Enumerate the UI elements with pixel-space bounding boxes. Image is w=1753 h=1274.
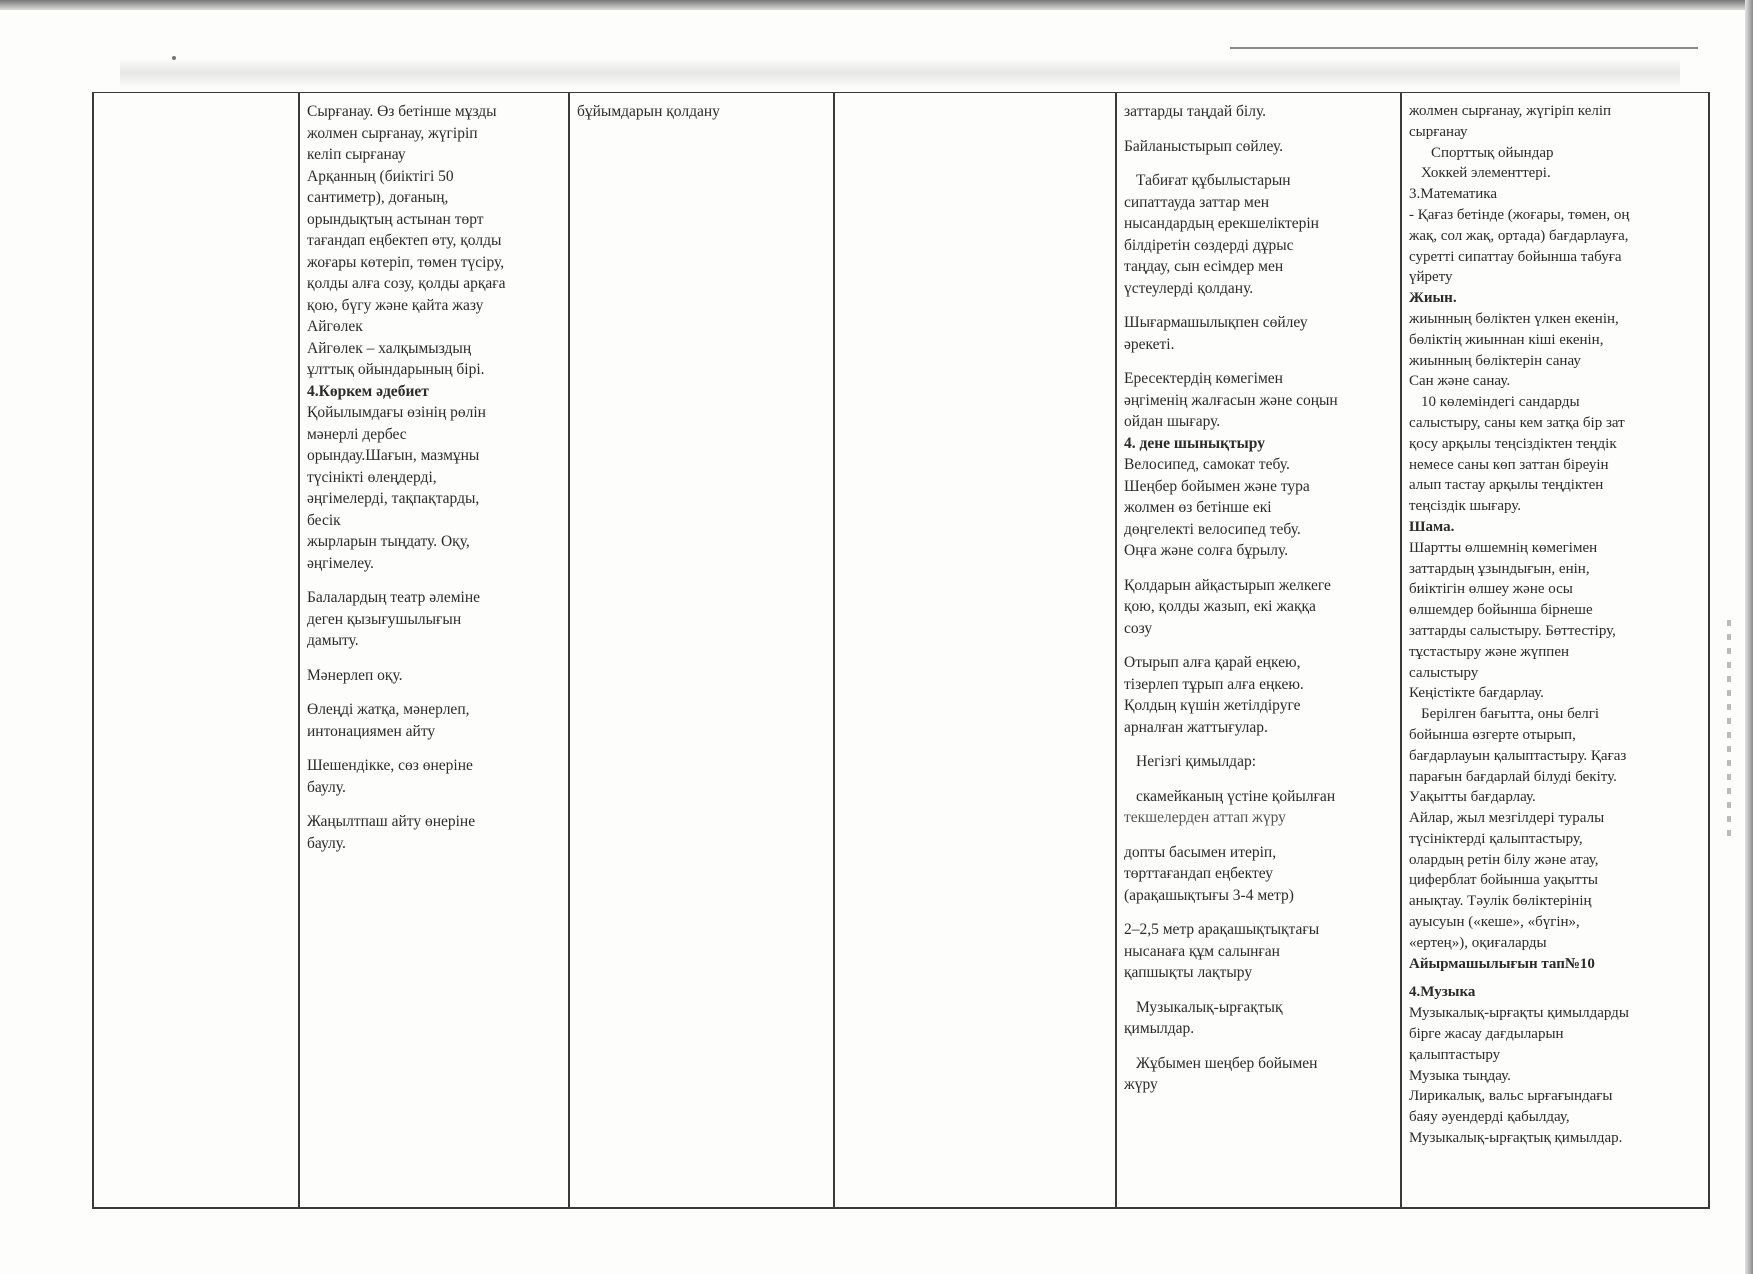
text-line: Табиғат құбылыстарын <box>1136 172 1291 189</box>
text-line: Арқанның (биіктігі 50 <box>307 167 454 185</box>
text-line: үстеулерді қолдану. <box>1124 279 1254 297</box>
scan-edge-right <box>1745 0 1753 1274</box>
text-line: деген қызығушылығын <box>307 610 462 628</box>
text-line: жиынның бөліктерін санау <box>1409 352 1581 369</box>
subheading-size: Шама. <box>1409 518 1455 535</box>
text-line: заттарды салыстыру. Бөттестіру, <box>1409 622 1616 639</box>
text-line: циферблат бойынша уақытты <box>1409 872 1598 889</box>
text-line: түсініктерді қалыптастыру, <box>1409 830 1583 847</box>
text-line: ұлттық ойындарының бірі. <box>307 361 485 378</box>
text-line: Оңға және солға бұрылу. <box>1124 542 1289 559</box>
text-line: Шеңбер бойымен және тура <box>1124 477 1310 495</box>
scan-edge-top <box>0 0 1753 10</box>
text-line: жиынның бөліктен үлкен екенін, <box>1409 310 1619 327</box>
text-line: жүру <box>1124 1076 1158 1093</box>
header-rule <box>1230 47 1698 49</box>
text-line: нысандардың ерекшеліктерін <box>1124 215 1319 232</box>
text-line: Айлар, жыл мезгілдері туралы <box>1409 810 1605 827</box>
text-line: Шығармашылықпен сөйлеу <box>1124 314 1308 331</box>
text-line: Музыка тыңдау. <box>1409 1067 1511 1084</box>
text-line: Байланыстырып сөйлеу. <box>1124 137 1284 155</box>
table-column-3 <box>568 93 833 1207</box>
text-line: келіп сырғанау <box>307 146 406 163</box>
table-column-1 <box>94 93 298 1207</box>
text-line: білдіретін сөздерді дұрыс <box>1124 236 1294 254</box>
section-heading-pe: 4. дене шынықтыру <box>1124 434 1265 452</box>
text-line: Музыкалық-ырғақтық <box>1136 998 1283 1016</box>
subheading-count: Сан және санау. <box>1409 373 1511 390</box>
table-column-4 <box>833 93 1115 1207</box>
text-line: әңгімелерді, тақпақтарды, <box>307 490 480 507</box>
text-line: Қолдың күшін жетілдіруге <box>1124 697 1301 714</box>
text-line: сырғанау <box>1409 123 1468 140</box>
subheading-space: Кеңістікте бағдарлау. <box>1409 685 1544 702</box>
text-line: Өлеңді жатқа, мәнерлеп, <box>307 701 470 718</box>
text-line: мәнерлі дербес <box>307 425 407 443</box>
text-line: Қолдарын айқастырып желкеге <box>1124 576 1331 594</box>
text-line: Музыкалық-ырғақты қимылдарды <box>1409 1005 1629 1022</box>
text-line: Берілген бағытта, оны белгі <box>1421 706 1600 723</box>
text-line: Негізгі қимылдар: <box>1136 753 1257 770</box>
text-line: жырларын тыңдату. Оқу, <box>307 533 470 550</box>
text-line: салыстыру <box>1409 664 1479 681</box>
text-line: таңдау, сын есімдер мен <box>1124 258 1284 275</box>
text-line: баулу. <box>307 834 346 852</box>
text-line: жолмен сырғанау, жүгіріп <box>307 124 478 142</box>
text-line: жолмен сырғанау, жүгіріп келіп <box>1409 103 1612 119</box>
text-line: Балалардың театр әлеміне <box>307 589 480 606</box>
section-heading-art: 4.Көркем әдебиет <box>307 382 429 400</box>
text-line: Шартты өлшемнің көмегімен <box>1409 539 1598 556</box>
text-line: жоғары көтеріп, төмен түсіру, <box>307 253 505 271</box>
text-line: дөңгелекті велосипед тебу. <box>1124 520 1301 538</box>
margin-mark <box>1727 620 1731 840</box>
text-line: 10 көлеміндегі сандарды <box>1421 394 1580 411</box>
text-line: қапшықты лақтыру <box>1124 964 1253 981</box>
text-line: Айгөлек <box>307 318 363 335</box>
text-line: әрекеті. <box>1124 335 1175 353</box>
text-line: Музыкалық-ырғақтық қимылдар. <box>1409 1130 1623 1147</box>
text-line: Спорттық ойындар <box>1431 144 1554 161</box>
text-line: - Қағаз бетінде (жоғары, төмен, оң <box>1409 206 1630 223</box>
text-line: Отырып алға қарай еңкею, <box>1124 654 1301 671</box>
text-line: заттарды таңдай білу. <box>1124 103 1267 120</box>
text-line: бөліктің жиыннан кіші екенін, <box>1409 331 1604 348</box>
text-line: Уақытты бағдарлау. <box>1409 789 1536 806</box>
text-line: қою, бүгу және қайта жазу <box>307 296 484 314</box>
text-line: қою, қолды жазып, екі жаққа <box>1124 598 1316 615</box>
text-line: тағандап еңбектеп өту, қолды <box>307 232 502 249</box>
text-line: әңгімелеу. <box>307 554 374 572</box>
text-line: баулу. <box>307 778 346 796</box>
game-title: Айырмашылығын тап№10 <box>1409 955 1595 972</box>
text-line: Ересектердің көмегімен <box>1124 370 1283 387</box>
text-line: орындықтың астынан төрт <box>307 210 484 228</box>
text-line: Шешендікке, сөз өнеріне <box>307 757 473 774</box>
text-line: дамыту. <box>307 632 359 649</box>
text-line: қосу арқылы теңсіздіктен теңдік <box>1409 435 1617 452</box>
text-line: «ертең»), оқиғаларды <box>1409 934 1547 951</box>
table-column-6 <box>1400 93 1708 1207</box>
text-line: олардың ретін білу және атау, <box>1409 851 1599 868</box>
text-line: жолмен өз бетінше екі <box>1124 499 1272 516</box>
header-smudge <box>120 58 1680 88</box>
text-line: орындау.Шағын, мазмұны <box>307 447 480 464</box>
text-line: тізерлеп тұрып алға еңкею. <box>1124 675 1304 693</box>
table-column-5 <box>1115 93 1400 1207</box>
text-line: бесік <box>307 511 341 529</box>
text-line: ойдан шығару. <box>1124 413 1221 430</box>
table-column-2 <box>298 93 568 1207</box>
text-line: Айгөлек – халқымыздың <box>307 339 472 357</box>
text-line: текшелерден аттап жүру <box>1124 809 1286 826</box>
section-heading-music: 4.Музыка <box>1409 984 1476 1001</box>
text-line: төрттағандап еңбектеу <box>1124 865 1274 882</box>
text-line: заттардың ұзындығын, енін, <box>1409 560 1590 577</box>
text-line: 2–2,5 метр арақашықтықтағы <box>1124 921 1320 938</box>
text-line: созу <box>1124 619 1153 637</box>
text-line: бірге жасау дағдыларын <box>1409 1026 1564 1043</box>
text-line: арналған жаттығулар. <box>1124 718 1268 736</box>
text-line: түсінікті өлеңдерді, <box>307 468 437 486</box>
text-line: қалыптастыру <box>1409 1046 1501 1063</box>
text-line: өлшемдер бойынша бірнеше <box>1409 602 1593 619</box>
text-line: баяу әуендерді қабылдау, <box>1409 1109 1570 1126</box>
scan-speck <box>172 56 176 60</box>
text-line: Қойылымдағы өзінің рөлін <box>307 404 486 421</box>
text-line: жақ, сол жақ, ортада) бағдарлауға, <box>1409 227 1629 244</box>
plan-table <box>92 92 1710 1209</box>
text-line: үйрету <box>1409 269 1453 286</box>
text-line: Велосипед, самокат тебу. <box>1124 456 1290 473</box>
text-line: анықтау. Тәулік бөліктерінің <box>1409 893 1592 910</box>
text-line: қолды алға созу, қолды арқаға <box>307 275 506 292</box>
text-line: бағдарлауын қалыптастыру. Қағаз <box>1409 747 1627 764</box>
text-line: немесе саны көп заттан біреуін <box>1409 456 1609 473</box>
text-line: бұйымдарын қолдану <box>577 103 720 120</box>
text-line: биіктігін өлшеу және осы <box>1409 581 1573 598</box>
section-heading-math: 3.Математика <box>1409 186 1498 203</box>
text-line: алып тастау арқылы теңдіктен <box>1409 477 1604 494</box>
text-line: салыстыру, саны кем затқа бір зат <box>1409 414 1625 431</box>
text-line: нысанаға құм салынған <box>1124 942 1280 960</box>
text-line: сантиметр), доғаның, <box>307 189 449 206</box>
text-line: (арақашықтығы 3-4 метр) <box>1124 886 1294 904</box>
text-line: Жұбымен шеңбер бойымен <box>1136 1054 1318 1072</box>
text-line: сипаттауда заттар мен <box>1124 193 1270 211</box>
text-line: Хоккей элементтері. <box>1421 165 1551 182</box>
text-line: әңгіменің жалғасын және соңын <box>1124 391 1338 409</box>
subheading-set: Жиын. <box>1409 290 1457 307</box>
text-line: теңсіздік шығару. <box>1409 498 1522 515</box>
text-line: суретті сипаттау бойынша табуға <box>1409 248 1622 265</box>
text-line: скамейканың үстіне қойылған <box>1136 787 1336 805</box>
text-line: допты басымен итеріп, <box>1124 843 1277 861</box>
text-line: Жаңылтпаш айту өнеріне <box>307 813 476 830</box>
text-line: қимылдар. <box>1124 1020 1195 1037</box>
text-line: бойынша өзгерте отырып, <box>1409 726 1576 743</box>
text-line: интонациямен айту <box>307 722 436 740</box>
text-line: Сырғанау. Өз бетінше мұзды <box>307 103 497 120</box>
text-line: парағын бағдарлай білуді бекіту. <box>1409 768 1617 785</box>
text-line: Мәнерлеп оқу. <box>307 666 403 684</box>
text-line: тұстастыру және жүппен <box>1409 643 1570 660</box>
text-line: Лирикалық, вальс ырғағындағы <box>1409 1088 1613 1105</box>
text-line: ауысуын («кеше», «бүгін», <box>1409 914 1580 931</box>
